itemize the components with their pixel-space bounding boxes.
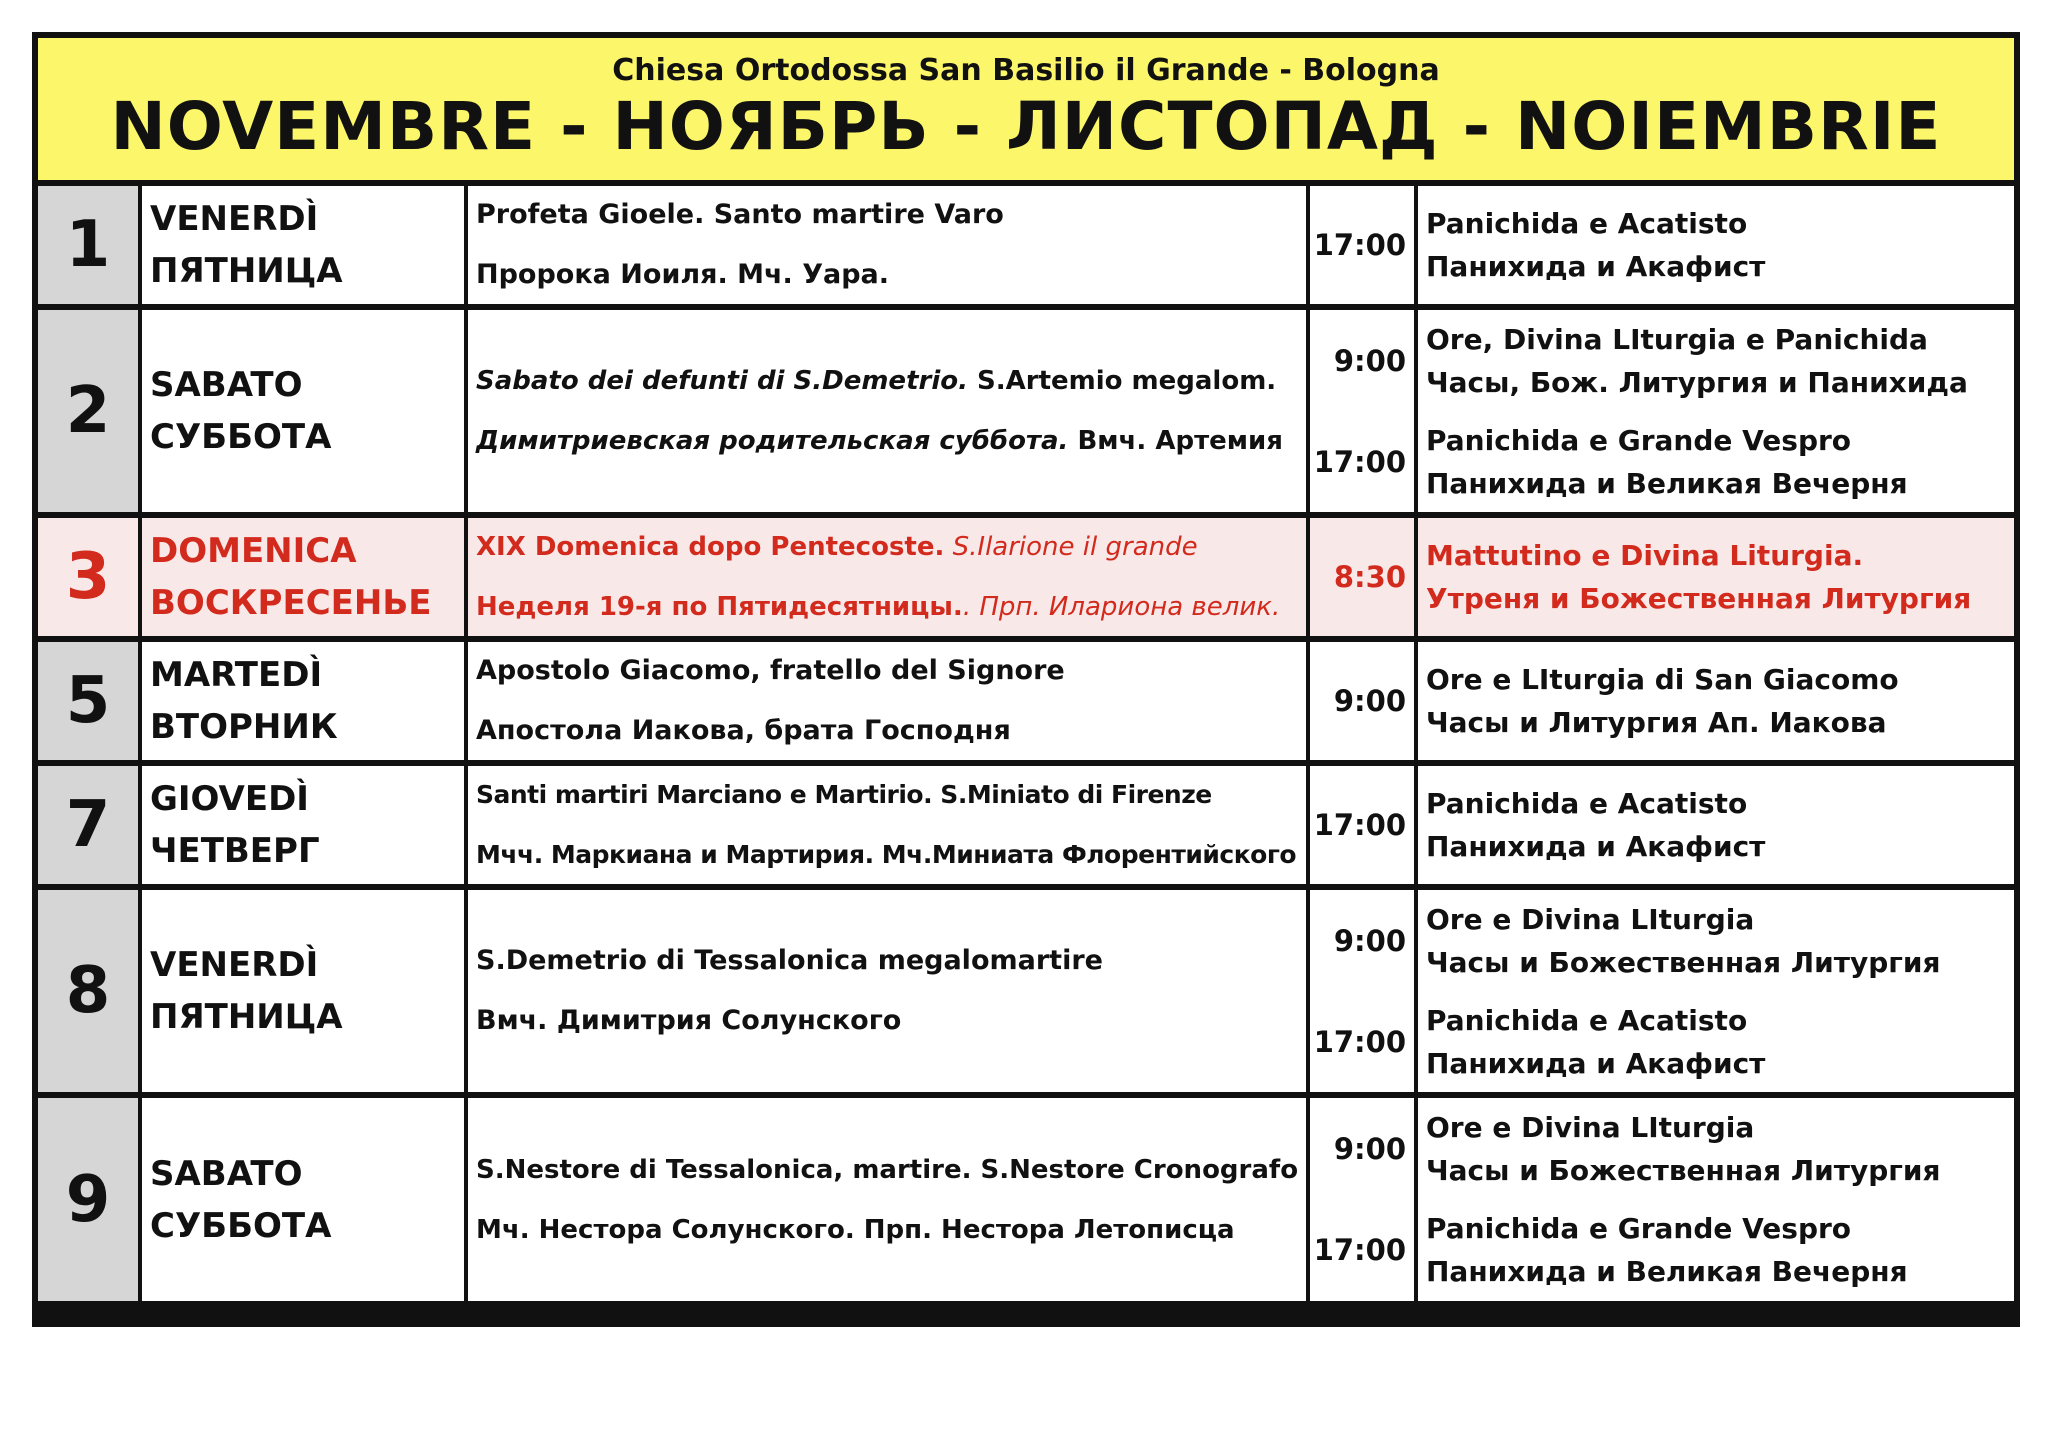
day-number: 9	[38, 1098, 138, 1301]
weekday-ru: СУББОТА	[150, 1205, 332, 1246]
service-ru: Часы, Бож. Литургия и Панихида	[1426, 365, 1968, 399]
service-it: Panichida e Acatisto	[1426, 787, 1748, 820]
saint-it: Santi martiri Marciano e Martirio. S.Miniato di Firenze	[476, 780, 1212, 809]
saint-it-part: XIX Domenica dopo Pentecoste.	[476, 532, 945, 562]
service-time: 17:00	[1313, 228, 1406, 262]
service-it: Panichida e Grande Vespro	[1426, 1212, 1852, 1246]
saint-of-day	[468, 186, 1306, 304]
weekday-it: SABATO	[150, 1153, 303, 1194]
service-time: 17:00	[1313, 1233, 1406, 1268]
service-time: 9:00	[1333, 343, 1406, 378]
saint-of-day	[468, 1098, 1306, 1301]
service-ru: Панихида и Акафист	[1426, 830, 1766, 863]
saint-ru	[476, 411, 1306, 471]
saint-ru-part: Вмч. Артемия	[1068, 426, 1283, 456]
service-list	[1418, 310, 2014, 512]
weekday-it: DOMENICA	[150, 531, 357, 571]
service-ru: Панихида и Великая Вечерня	[1426, 466, 1908, 500]
saint-ru: Мч. Нестора Солунского. Прп. Нестора Летописца	[476, 1214, 1235, 1245]
saint-ru	[476, 577, 1306, 637]
service-list	[1418, 890, 2014, 1092]
service-times	[1310, 642, 1414, 760]
weekday	[142, 890, 464, 1092]
service	[1426, 1207, 2014, 1293]
service-times	[1310, 310, 1414, 512]
saint-of-day	[468, 890, 1306, 1092]
service	[1426, 999, 2014, 1085]
saint-ru-part: Димитриевская родительская суббота.	[476, 426, 1069, 456]
service-it: Ore e LIturgia di San Giacomo	[1426, 663, 1899, 696]
saint-it: S.Nestore di Tessalonica, martire. S.Nestore Cronografo	[476, 1154, 1299, 1185]
saint-it-part: Sabato dei defunti di S.Demetrio.	[476, 366, 968, 396]
saint-it-part: S.Ilarione il grande	[944, 532, 1198, 562]
service-time: 9:00	[1333, 923, 1406, 958]
saint-ru-part: . Прп. Илариона велик.	[962, 592, 1281, 622]
service-time: 17:00	[1313, 1024, 1406, 1059]
church-name: Chiesa Ortodossa San Basilio il Grande - Bologna	[612, 53, 1440, 88]
service-list	[1418, 766, 2014, 884]
service-ru: Утреня и Божественная Литургия	[1426, 582, 1972, 615]
table-row	[38, 766, 2014, 884]
service	[1426, 318, 2014, 404]
service-time: 9:00	[1333, 684, 1406, 718]
saint-it	[476, 517, 1306, 577]
day-number: 7	[38, 766, 138, 884]
weekday	[142, 310, 464, 512]
table-row	[38, 1098, 2014, 1301]
schedule-header	[38, 38, 2014, 180]
service-time: 17:00	[1313, 808, 1406, 842]
table-row	[38, 890, 2014, 1092]
service-time: 17:00	[1313, 444, 1406, 479]
saint-it	[476, 351, 1306, 411]
saint-ru: Пророка Иоиля. Мч. Уара.	[476, 259, 890, 290]
table-row	[38, 642, 2014, 760]
service	[1426, 898, 2014, 984]
service	[1426, 419, 2014, 505]
service-times	[1310, 186, 1414, 304]
service-ru: Часы и Литургия Ап. Иакова	[1426, 706, 1887, 739]
weekday-ru: ПЯТНИЦА	[150, 997, 343, 1037]
saint-it-part: S.Artemio megalom.	[967, 366, 1277, 396]
service-time: 9:00	[1333, 1131, 1406, 1166]
service-times	[1310, 1098, 1414, 1301]
saint-of-day	[468, 518, 1306, 636]
service	[1426, 782, 2014, 868]
saint-ru: Мчч. Маркиана и Мартирия. Мч.Миниата Флорентийского	[476, 840, 1297, 869]
service-times	[1310, 766, 1414, 884]
schedule-table	[32, 32, 2020, 1327]
weekday-it: GIOVEDÌ	[150, 779, 309, 819]
service-it: Mattutino e Divina Liturgia.	[1426, 539, 1864, 572]
service-time: 8:30	[1333, 560, 1406, 594]
day-number: 2	[38, 310, 138, 512]
weekday-ru: СУББОТА	[150, 417, 332, 457]
weekday	[142, 1098, 464, 1301]
weekday-ru: ЧЕТВЕРГ	[150, 831, 320, 871]
saint-ru: Апостола Иакова, брата Господня	[476, 715, 1011, 746]
weekday-it: VENERDÌ	[150, 945, 319, 985]
service	[1426, 658, 2014, 744]
service-it: Panichida e Grande Vespro	[1426, 423, 1852, 457]
saint-it: Apostolo Giacomo, fratello del Signore	[476, 655, 1065, 686]
day-number: 8	[38, 890, 138, 1092]
service-ru: Часы и Божественная Литургия	[1426, 1153, 1941, 1187]
saint-of-day	[468, 766, 1306, 884]
weekday-ru: ВОСКРЕСЕНЬЕ	[150, 583, 432, 623]
saint-of-day	[468, 310, 1306, 512]
service-times	[1310, 518, 1414, 636]
saint-ru-part: Неделя 19-я по Пятидесятницы.	[476, 592, 963, 622]
saint-it: Profeta Gioele. Santo martire Varo	[476, 199, 1004, 230]
day-number: 1	[38, 186, 138, 304]
day-number: 5	[38, 642, 138, 760]
service-ru: Панихида и Акафист	[1426, 1046, 1766, 1080]
weekday-it: SABATO	[150, 365, 303, 405]
service-ru: Панихида и Великая Вечерня	[1426, 1255, 1908, 1289]
weekday	[142, 186, 464, 304]
service-it: Panichida e Acatisto	[1426, 1003, 1748, 1037]
service-ru: Панихида и Акафист	[1426, 250, 1766, 283]
service-list	[1418, 642, 2014, 760]
service	[1426, 202, 2014, 288]
service	[1426, 534, 2014, 620]
weekday-it: VENERDÌ	[150, 199, 319, 239]
service-it: Panichida e Acatisto	[1426, 207, 1748, 240]
day-number: 3	[38, 518, 138, 636]
weekday-it: MARTEDÌ	[150, 655, 323, 695]
table-row	[38, 310, 2014, 512]
weekday	[142, 766, 464, 884]
service-list	[1418, 1098, 2014, 1301]
service-list	[1418, 186, 2014, 304]
month-title: NOVEMBRE - НОЯБРЬ - ЛИСТОПАД - NOIEMBRIE	[110, 88, 1942, 165]
saint-ru: Вмч. Димитрия Солунского	[476, 1005, 902, 1036]
weekday-ru: ПЯТНИЦА	[150, 251, 343, 291]
service-it: Ore, Divina LIturgia e Panichida	[1426, 322, 1928, 356]
service-ru: Часы и Божественная Литургия	[1426, 945, 1941, 979]
service-list	[1418, 518, 2014, 636]
service-times	[1310, 890, 1414, 1092]
weekday-ru: ВТОРНИК	[150, 707, 338, 747]
table-row	[38, 518, 2014, 636]
service	[1426, 1106, 2014, 1192]
weekday	[142, 642, 464, 760]
saint-of-day	[468, 642, 1306, 760]
service-it: Ore e Divina LIturgia	[1426, 1110, 1755, 1144]
weekday	[142, 518, 464, 636]
table-row	[38, 186, 2014, 304]
service-it: Ore e Divina LIturgia	[1426, 902, 1755, 936]
saint-it: S.Demetrio di Tessalonica megalomartire	[476, 945, 1103, 976]
